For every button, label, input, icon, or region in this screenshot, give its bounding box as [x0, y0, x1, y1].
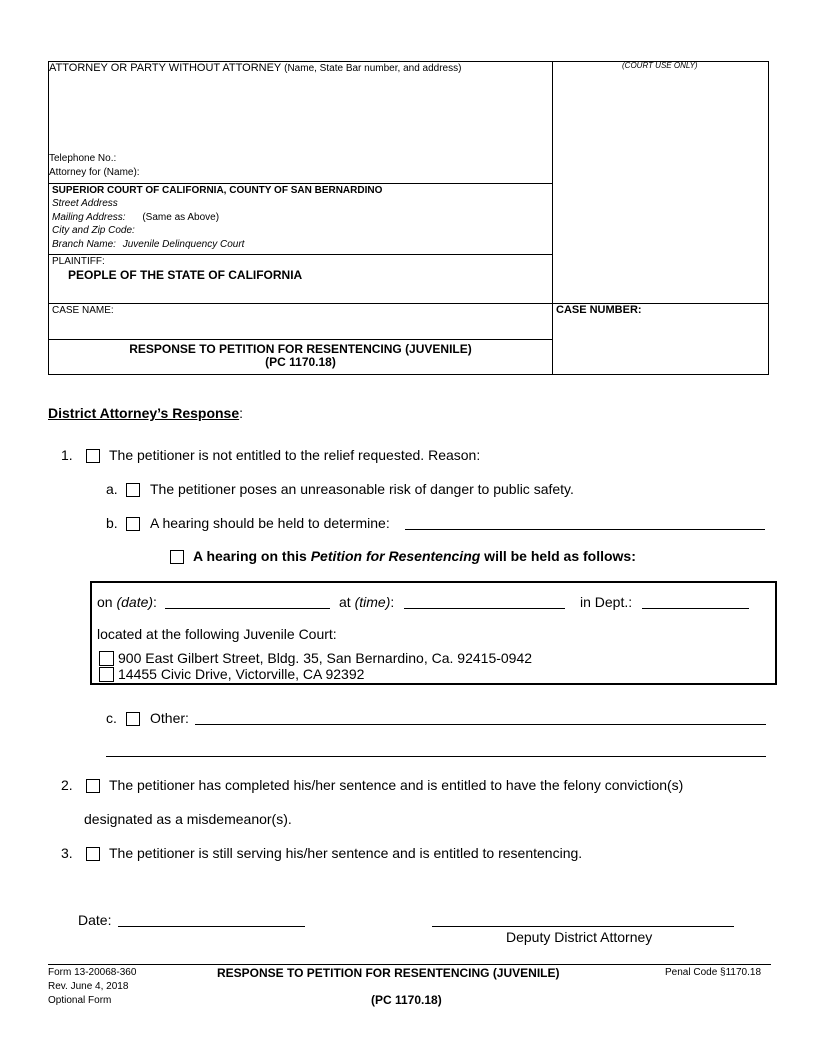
- item1c-text: Other:: [150, 710, 189, 726]
- response-heading-text: District Attorney’s Response: [48, 405, 240, 421]
- branch-name-value: Juvenile Delinquency Court: [122, 239, 245, 250]
- caption-vertical-divider: [552, 61, 553, 375]
- at-time-em: (time): [354, 594, 391, 610]
- case-name-label: CASE NAME:: [52, 305, 114, 316]
- at-colon: :: [390, 594, 395, 610]
- item2-number: 2.: [61, 777, 73, 793]
- item1b-checkbox[interactable]: [126, 517, 140, 531]
- response-heading-colon: :: [239, 405, 244, 421]
- hearing-checkbox[interactable]: [170, 550, 184, 564]
- caption-title-line1: RESPONSE TO PETITION FOR RESENTENCING (JUVENILE): [129, 342, 472, 356]
- hearing-time-blank[interactable]: [404, 608, 565, 609]
- response-heading: [48, 405, 243, 421]
- footer-title-line2: (PC 1170.18): [371, 993, 442, 1007]
- on-colon: :: [153, 594, 157, 610]
- hearing-dept-label: in Dept.:: [580, 594, 633, 610]
- court-option2-checkbox[interactable]: [99, 667, 114, 682]
- caption-title-line2: (PC 1170.18): [265, 355, 336, 369]
- divider-title: [48, 339, 553, 340]
- court-option2-text: 14455 Civic Drive, Victorville, CA 92392: [118, 666, 365, 682]
- on-label: on: [97, 594, 117, 610]
- court-name: SUPERIOR COURT OF CALIFORNIA, COUNTY OF SAN BERNARDINO: [52, 185, 383, 196]
- footer-optional: Optional Form: [48, 995, 112, 1006]
- branch-name: [52, 239, 244, 250]
- case-number-label: CASE NUMBER:: [556, 304, 642, 316]
- divider-case-name: [48, 303, 769, 304]
- plaintiff-label: PLAINTIFF:: [52, 256, 105, 267]
- hearing-text-em: Petition for Resentencing: [310, 548, 481, 564]
- city-zip-label: City and Zip Code:: [52, 225, 135, 236]
- item1-number: 1.: [61, 447, 73, 463]
- item2-checkbox[interactable]: [86, 779, 100, 793]
- item3-checkbox[interactable]: [86, 847, 100, 861]
- attorney-label: [49, 62, 461, 74]
- hearing-text-post: will be held as follows:: [480, 548, 636, 564]
- attorney-label-text: ATTORNEY OR PARTY WITHOUT ATTORNEY: [49, 62, 282, 74]
- footer-revision: Rev. June 4, 2018: [48, 981, 129, 992]
- street-address-label: Street Address: [52, 198, 118, 209]
- hearing-dept-blank[interactable]: [642, 608, 749, 609]
- item2-text-cont: designated as a misdemeanor(s).: [84, 811, 292, 827]
- footer-penal-code: Penal Code §1170.18: [665, 967, 762, 978]
- court-option1-checkbox[interactable]: [99, 651, 114, 666]
- hearing-text-pre: A hearing on this: [193, 548, 311, 564]
- located-label: located at the following Juvenile Court:: [97, 626, 337, 642]
- hearing-date-blank[interactable]: [165, 608, 330, 609]
- mailing-address-label: Mailing Address:: [52, 212, 126, 223]
- item1c-letter: c.: [106, 710, 117, 726]
- attorney-for-label: Attorney for (Name):: [49, 167, 140, 178]
- item3-text: The petitioner is still serving his/her sentence and is entitled to resentencing.: [109, 845, 583, 861]
- on-date-em: (date): [116, 594, 154, 610]
- hearing-date-label: [97, 594, 157, 610]
- telephone-label: Telephone No.:: [49, 153, 117, 164]
- mailing-address-value: (Same as Above): [142, 212, 220, 223]
- item1a-text: The petitioner poses an unreasonable risk of danger to public safety.: [150, 481, 574, 497]
- date-blank[interactable]: [118, 926, 305, 927]
- item1c-checkbox[interactable]: [126, 712, 140, 726]
- item1c-blank[interactable]: [195, 724, 766, 725]
- item3-number: 3.: [61, 845, 73, 861]
- branch-name-label: Branch Name:: [52, 239, 116, 250]
- divider-court: [48, 183, 553, 184]
- court-option1-text: 900 East Gilbert Street, Bldg. 35, San Bernardino, Ca. 92415-0942: [118, 650, 533, 666]
- footer-title-line1: RESPONSE TO PETITION FOR RESENTENCING (JUVENILE): [217, 966, 560, 980]
- divider-plaintiff: [48, 254, 553, 255]
- item1a-checkbox[interactable]: [126, 483, 140, 497]
- item2-text: The petitioner has completed his/her sentence and is entitled to have the felony conviction(s): [109, 777, 684, 793]
- item1-text: The petitioner is not entitled to the relief requested. Reason:: [109, 447, 481, 463]
- item1b-letter: b.: [106, 515, 118, 531]
- plaintiff-value: PEOPLE OF THE STATE OF CALIFORNIA: [68, 268, 303, 282]
- footer-rule: [48, 964, 771, 965]
- item1a-letter: a.: [106, 481, 118, 497]
- hearing-text: [193, 548, 636, 564]
- date-label: Date:: [78, 912, 112, 928]
- court-use-only: (COURT USE ONLY): [622, 61, 698, 70]
- signature-blank[interactable]: [432, 926, 734, 927]
- attorney-label-note: (Name, State Bar number, and address): [284, 63, 462, 74]
- item1c-blank-line2[interactable]: [106, 756, 766, 757]
- signer-label: Deputy District Attorney: [506, 929, 653, 945]
- hearing-time-label: [339, 594, 394, 610]
- mailing-address: [52, 212, 219, 223]
- item1b-text: A hearing should be held to determine:: [150, 515, 390, 531]
- item1b-blank[interactable]: [405, 529, 765, 530]
- at-label: at: [339, 594, 355, 610]
- item1-checkbox[interactable]: [86, 449, 100, 463]
- footer-form-number: Form 13-20068-360: [48, 967, 137, 978]
